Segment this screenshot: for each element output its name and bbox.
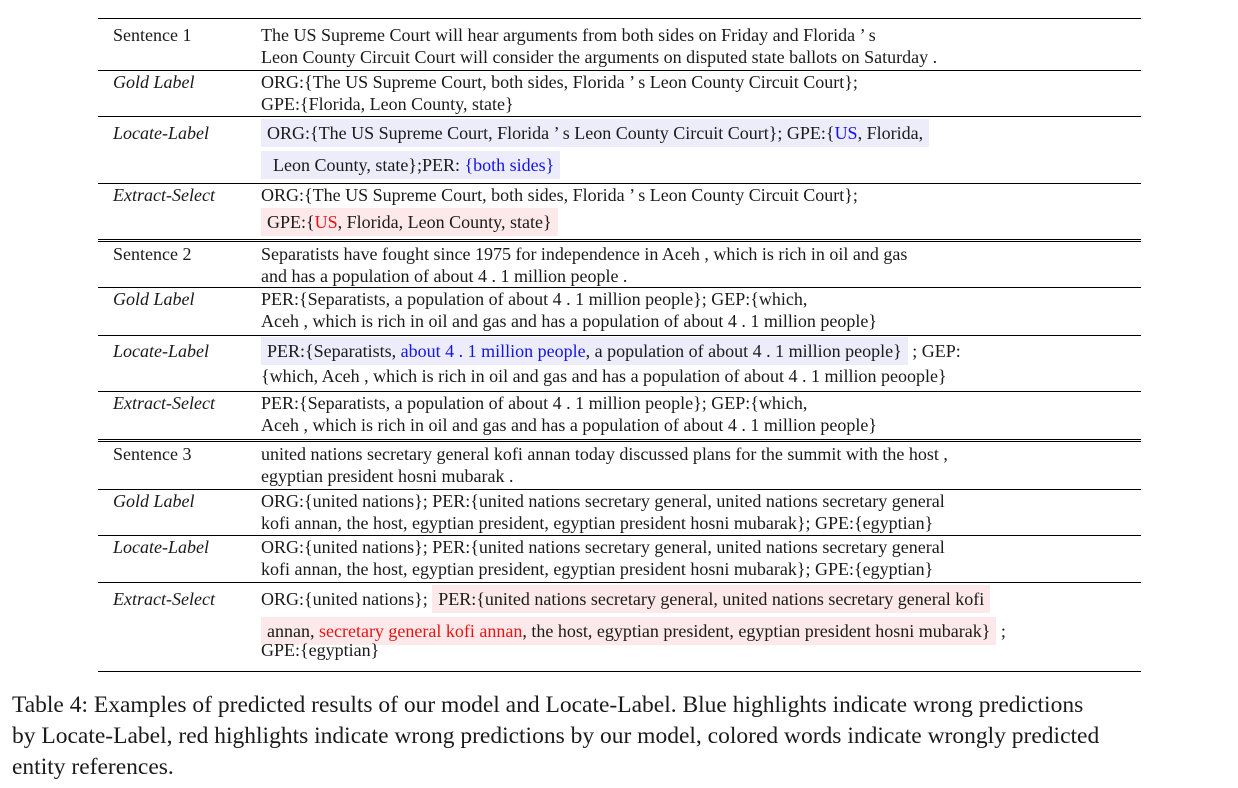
s2-locate-text: PER:{Separatists, about 4 . 1 million people, a population of about 4 . 1 million people} ; GEP: {which, Aceh , which is rich in oil and gas and has a population of about 4 . 1 million peoople}	[261, 337, 1141, 387]
row-label: Extract-Select	[113, 185, 215, 205]
row-label: Locate-Label	[113, 123, 209, 143]
red-highlight: PER:{united nations secretary general, united nations secretary general kofi	[432, 585, 990, 613]
s1-locate-row	[98, 116, 1141, 183]
s2-extract-row	[98, 391, 1141, 439]
s2-sentence-row	[98, 239, 1141, 287]
s1-sentence-row	[98, 18, 1141, 70]
s3-locate-text: ORG:{united nations}; PER:{united nations secretary general, united nations secretary general kofi annan, the host, egyptian president, egyptian president hosni mubarak}; GPE:{egyptian}	[261, 537, 945, 579]
s3-sentence-row	[98, 439, 1141, 489]
s2-sentence-text: Separatists have fought since 1975 for independence in Aceh , which is rich in oil and gas and has a population of about 4 . 1 million people .	[261, 244, 908, 286]
row-label: Sentence 3	[113, 444, 192, 464]
s1-sentence-text: The US Supreme Court will hear arguments from both sides on Friday and Florida ’ s Leon County Circuit Court will consider the arguments on disputed state ballots on Saturday .	[261, 25, 938, 67]
red-highlight: GPE:{US, Florida, Leon County, state}	[261, 208, 558, 236]
blue-highlight: ORG:{The US Supreme Court, Florida ’ s Leon County Circuit Court}; GPE:{US, Florida,	[261, 119, 929, 147]
blue-highlight: Leon County, state};PER: {both sides}	[261, 151, 560, 179]
s1-gold-text: ORG:{The US Supreme Court, both sides, Florida ’ s Leon County Circuit Court}; GPE:{Florida, Leon County, state}	[261, 72, 858, 114]
s3-locate-row	[98, 535, 1141, 582]
row-label: Sentence 2	[113, 244, 192, 264]
red-highlight: annan, secretary general kofi annan, the host, egyptian president, egyptian president hosni mubarak}	[261, 617, 996, 645]
row-label: Locate-Label	[113, 537, 209, 557]
table-caption: Table 4: Examples of predicted results of our model and Locate-Label. Blue highlights indicate wrong predictions by Locate-Label, red highlights indicate wrong predictions by our model, colored words indicate wrongly predicted entity references.	[12, 692, 1100, 780]
s3-extract-text: ORG:{united nations}; PER:{united nations secretary general, united nations secretary general kofi annan, secretary general kofi annan, the host, egyptian president, egyptian president hosni mubarak} ; GPE:{egyptian}	[261, 585, 1141, 661]
row-label: Locate-Label	[113, 341, 209, 361]
row-label: Gold Label	[113, 289, 195, 309]
s3-extract-row	[98, 582, 1141, 672]
s2-gold-row	[98, 287, 1141, 335]
results-table	[98, 18, 1141, 672]
s1-locate-text	[261, 119, 1141, 179]
s1-gold-row	[98, 70, 1141, 116]
s1-extract-text: ORG:{The US Supreme Court, both sides, Florida ’ s Leon County Circuit Court}; GPE:{US, Florida, Leon County, state}	[261, 184, 1141, 236]
row-label: Extract-Select	[113, 589, 215, 609]
row-label: Extract-Select	[113, 393, 215, 413]
s2-gold-text: PER:{Separatists, a population of about 4 . 1 million people}; GEP:{which, Aceh , which is rich in oil and gas and has a population of about 4 . 1 million people}	[261, 289, 878, 331]
s2-extract-text: PER:{Separatists, a population of about 4 . 1 million people}; GEP:{which, Aceh , which is rich in oil and gas and has a population of about 4 . 1 million people}	[261, 393, 878, 435]
s2-locate-row	[98, 335, 1141, 391]
row-label: Gold Label	[113, 72, 195, 92]
s3-gold-row	[98, 489, 1141, 535]
row-label: Gold Label	[113, 491, 195, 511]
s3-sentence-text: united nations secretary general kofi annan today discussed plans for the summit with the host , egyptian president hosni mubarak .	[261, 444, 948, 486]
s3-gold-text: ORG:{united nations}; PER:{united nations secretary general, united nations secretary general kofi annan, the host, egyptian president, egyptian president hosni mubarak}; GPE:{egyptian}	[261, 491, 945, 533]
row-label: Sentence 1	[113, 25, 192, 45]
s1-extract-row	[98, 183, 1141, 239]
blue-highlight: PER:{Separatists, about 4 . 1 million people, a population of about 4 . 1 million people}	[261, 337, 908, 365]
